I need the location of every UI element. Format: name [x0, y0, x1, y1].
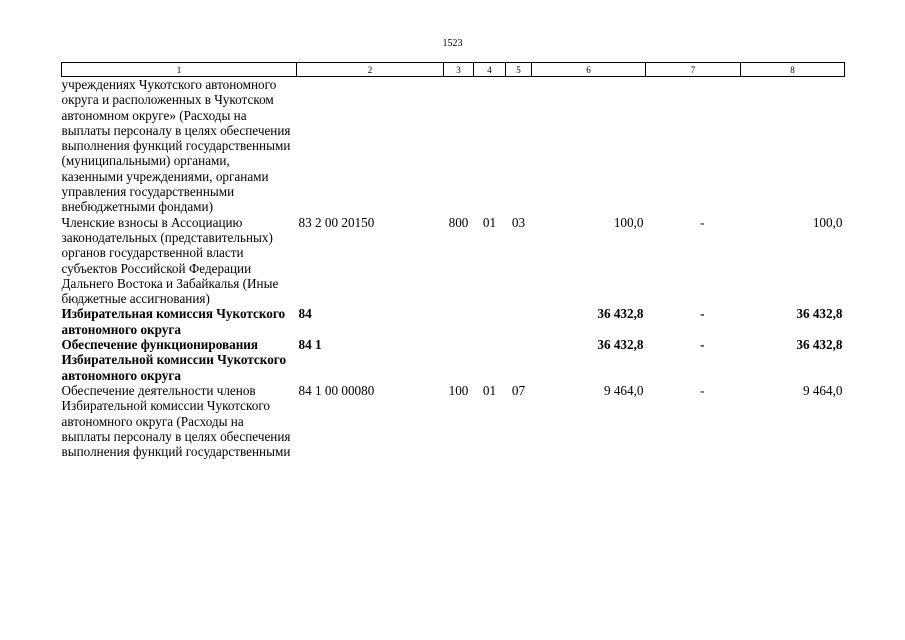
row-pr: [506, 337, 532, 383]
column-header-8: 8: [741, 63, 845, 77]
row-sum: 36 432,8: [597, 337, 644, 353]
row-vr: [444, 77, 474, 215]
row-pr: 07: [511, 382, 526, 398]
row-total: [741, 77, 845, 215]
table-header: [62, 63, 845, 77]
row-total: 36 432,8: [796, 306, 843, 322]
row-rz: [474, 306, 506, 337]
row-change: -: [700, 214, 705, 230]
row-name: Избирательная комиссия Чукотского автономного округа: [61, 306, 286, 337]
table-row: [62, 215, 845, 307]
row-name: учреждениях Чукотского автономного округа и расположенных в Чукотском автономном округе» (Расходы на выплаты персоналу в целях обеспечения выполнения функций государственными (муниципальными) органами, казенными учреждениями, органами управления государственными внебюджетными фондами): [61, 77, 291, 215]
row-vr: [444, 337, 474, 383]
table-row: [62, 306, 845, 337]
row-pr: [506, 306, 532, 337]
row-vr: 800: [448, 214, 469, 230]
row-vr: 100: [448, 382, 469, 398]
row-rz: [474, 337, 506, 383]
column-header-4: 4: [474, 63, 506, 77]
row-change: [646, 77, 741, 215]
row-vr: [444, 306, 474, 337]
row-total: 9 464,0: [802, 382, 843, 398]
row-change: -: [700, 337, 705, 353]
row-rz: 01: [482, 382, 497, 398]
row-name: Членские взносы в Ассоциацию законодательных (представительных) органов государственной власти субъектов Российской Федерации Дальнего Востока и Забайкалья (Иные бюджетные ассигнования): [61, 214, 279, 307]
column-header-7: 7: [646, 63, 741, 77]
row-sum: [532, 77, 646, 215]
row-pr: [506, 77, 532, 215]
row-code: 84 1: [298, 337, 322, 353]
budget-table: [61, 62, 845, 459]
row-sum: 9 464,0: [603, 382, 644, 398]
row-name: Обеспечение функционирования Избирательной комиссии Чукотского автономного округа: [61, 337, 287, 383]
row-code: 84 1 00 00080: [298, 382, 375, 398]
table-row: [62, 77, 845, 215]
row-name: Обеспечение деятельности членов Избирательной комиссии Чукотского автономного округа (Расходы на выплаты персоналу в целях обеспечения выполнения функций государственными: [61, 382, 291, 460]
row-code: [297, 77, 444, 215]
table-row: [62, 383, 845, 459]
row-rz: 01: [482, 214, 497, 230]
column-header-6: 6: [532, 63, 646, 77]
row-sum: 36 432,8: [597, 306, 644, 322]
row-sum: 100,0: [613, 214, 644, 230]
row-code: 84: [298, 306, 312, 322]
page-number: 1523: [442, 38, 463, 49]
column-header-3: 3: [444, 63, 474, 77]
row-change: -: [700, 382, 705, 398]
table-row: [62, 337, 845, 383]
row-total: 36 432,8: [796, 337, 843, 353]
column-header-2: 2: [297, 63, 444, 77]
row-pr: 03: [511, 214, 526, 230]
column-header-1: 1: [62, 63, 297, 77]
row-rz: [474, 77, 506, 215]
column-header-5: 5: [506, 63, 532, 77]
row-change: -: [700, 306, 705, 322]
row-code: 83 2 00 20150: [298, 214, 375, 230]
row-total: 100,0: [812, 214, 843, 230]
